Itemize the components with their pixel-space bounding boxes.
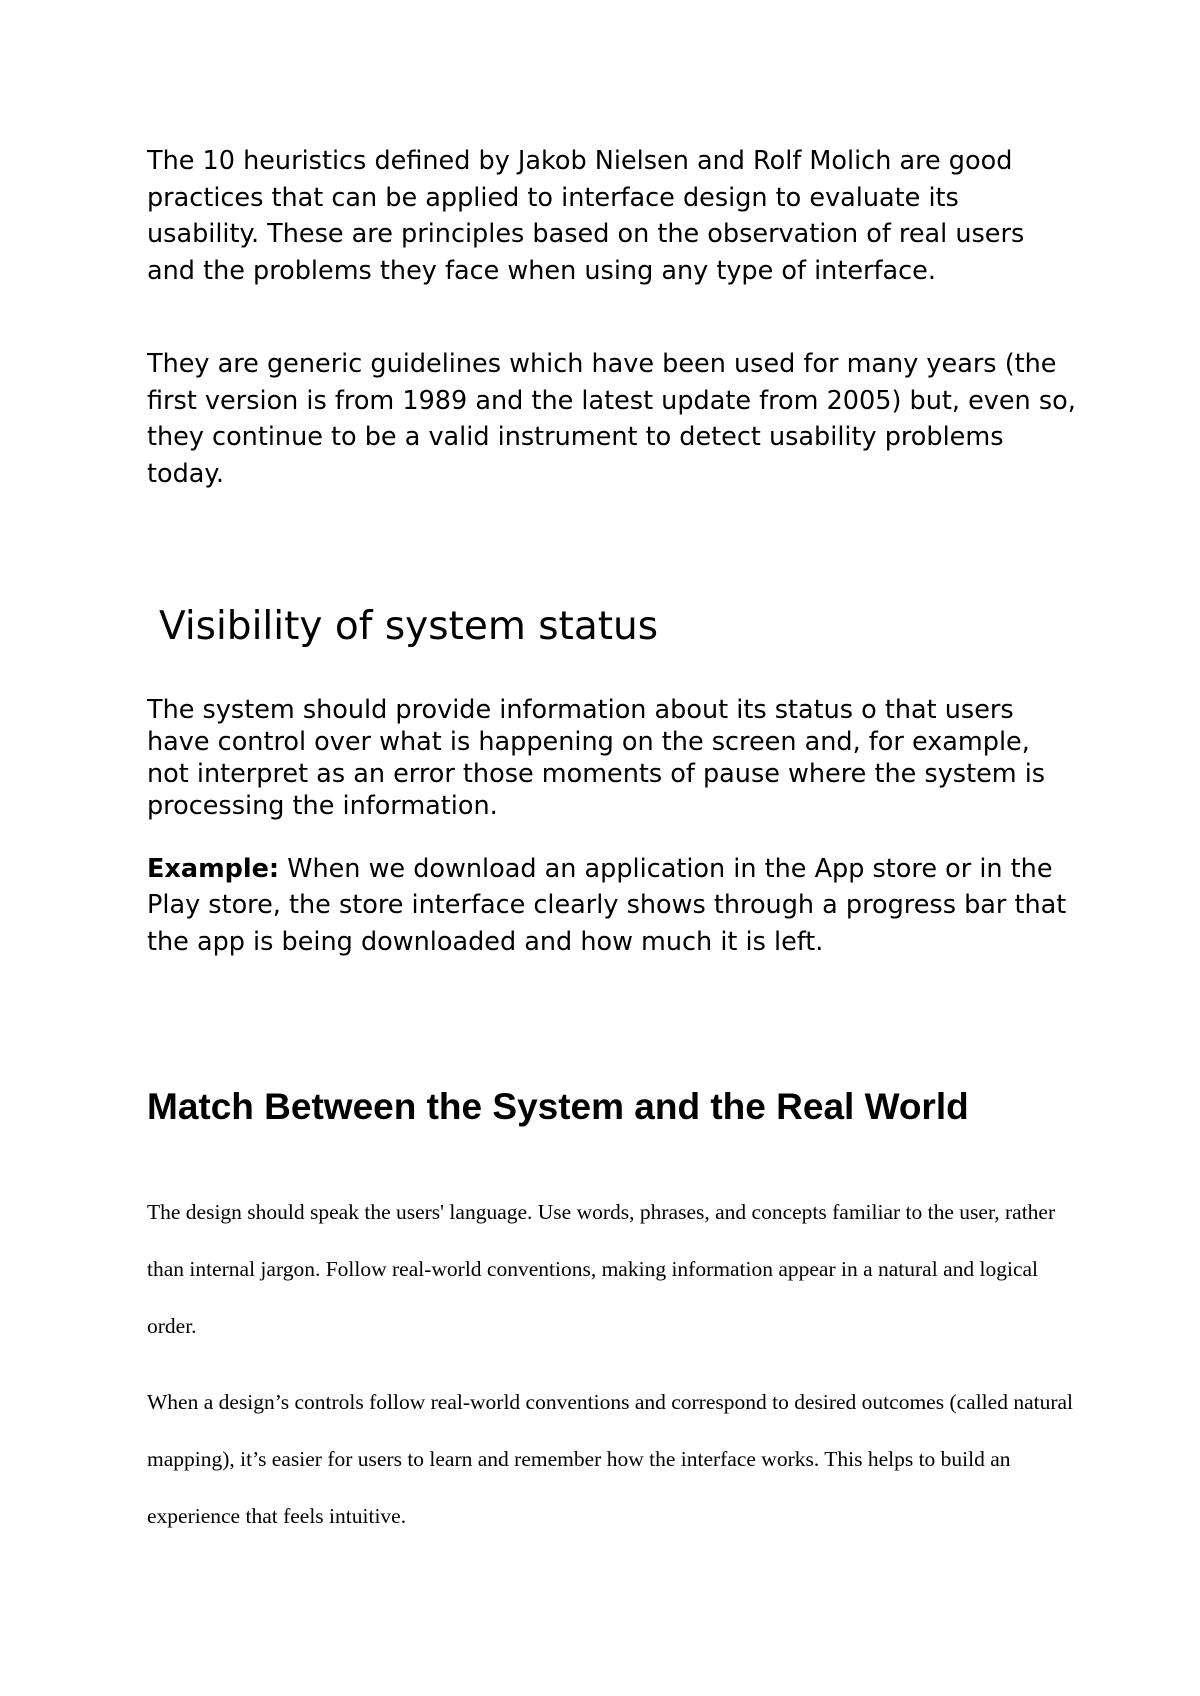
intro-paragraph-2: They are generic guidelines which have been used for many years (the first version is from 1989 and the latest update from 2005) but, even so, they continue to be a valid instrument to detect usability problems today. — [147, 349, 1076, 489]
intro-paragraph-1: The 10 heuristics defined by Jakob Nielsen and Rolf Molich are good practices that can be applied to interface design to evaluate its usability. These are principles based on the observation of real users and the problems they face when using any type of interface. — [147, 146, 1025, 286]
visibility-heading: Visibility of system status — [159, 604, 659, 649]
visibility-paragraph: The system should provide information about its status o that users have control over what is happening on the screen and, for example, not interpret as an error those moments of pause where the system is processing the information. — [147, 695, 1046, 821]
match-heading: Match Between the System and the Real World — [147, 1086, 969, 1127]
example-label: Example: — [147, 854, 280, 884]
match-paragraph-1: The design should speak the users' language. Use words, phrases, and concepts familiar to the user, rather than internal jargon. Follow real-world conventions, making information appear in a natural and logical order. — [147, 1200, 1056, 1338]
example-text: When we download an application in the App store or in the Play store, the store interface clearly shows through a progress bar that the app is being downloaded and how much it is left. — [147, 854, 1067, 957]
match-paragraph-2: When a design’s controls follow real-world conventions and correspond to desired outcomes (called natural mapping), it’s easier for users to learn and remember how the interface works. This helps to build an experience that feels intuitive. — [147, 1390, 1074, 1528]
visibility-example-paragraph — [147, 851, 1077, 960]
